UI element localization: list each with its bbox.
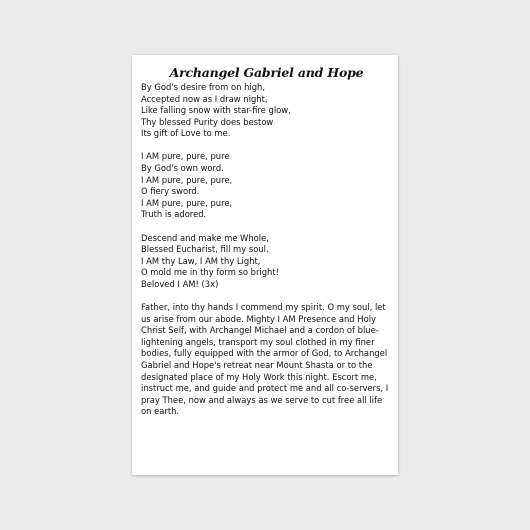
prayer-card: [132, 55, 398, 475]
stanza-line: O mold me in thy form so bright!: [141, 267, 280, 278]
stanza-line: Accepted now as I draw night,: [141, 93, 268, 104]
stanza-3: [141, 233, 392, 291]
stanza-line: Like falling snow with star-fire glow,: [141, 105, 291, 116]
stanza-1: [141, 82, 392, 140]
stanza-line: I AM thy Law, I AM thy Light,: [141, 255, 261, 266]
stanza-line: By God's desire from on high,: [141, 82, 266, 92]
stanza-line: Thy blessed Purity does bestow: [141, 116, 274, 127]
stanza-2: [141, 151, 392, 221]
stanza-line: Descend and make me Whole,: [141, 232, 269, 243]
stanza-line: Truth is adored.: [141, 209, 207, 220]
stanza-line: Beloved I AM! (3x): [141, 278, 219, 289]
stanza-line: Its gift of Love to me.: [141, 128, 231, 139]
closing-paragraph: Father, into thy hands I commend my spirit. O my soul, let us arise from our abode. Mighty I AM Presence and Holy Christ Self, with Archangel Michael and a cordon of blue-lightening angels, transport my soul clothed in my finer bodies, fully equipped with the armor of God, to Archangel Gabriel and Hope's retreat near Mount Shasta or to the designated place of my Holy Work this night. Escort me, instruct me, and guide and protect me and all co-servers, I pray Thee, now and always as we serve to cut free all life on earth.: [141, 302, 389, 417]
stanza-line: Blessed Eucharist, fill my soul.: [141, 244, 269, 255]
stanza-line: I AM pure, pure, pure,: [141, 197, 233, 208]
stanza-line: I AM pure, pure, pure,: [141, 174, 233, 185]
stanza-line: O fiery sword.: [141, 186, 200, 197]
stanza-line: By God's own word.: [141, 163, 224, 174]
card-title: Archangel Gabriel and Hope: [169, 65, 364, 80]
stanza-line: I AM pure, pure, pure: [141, 151, 230, 162]
